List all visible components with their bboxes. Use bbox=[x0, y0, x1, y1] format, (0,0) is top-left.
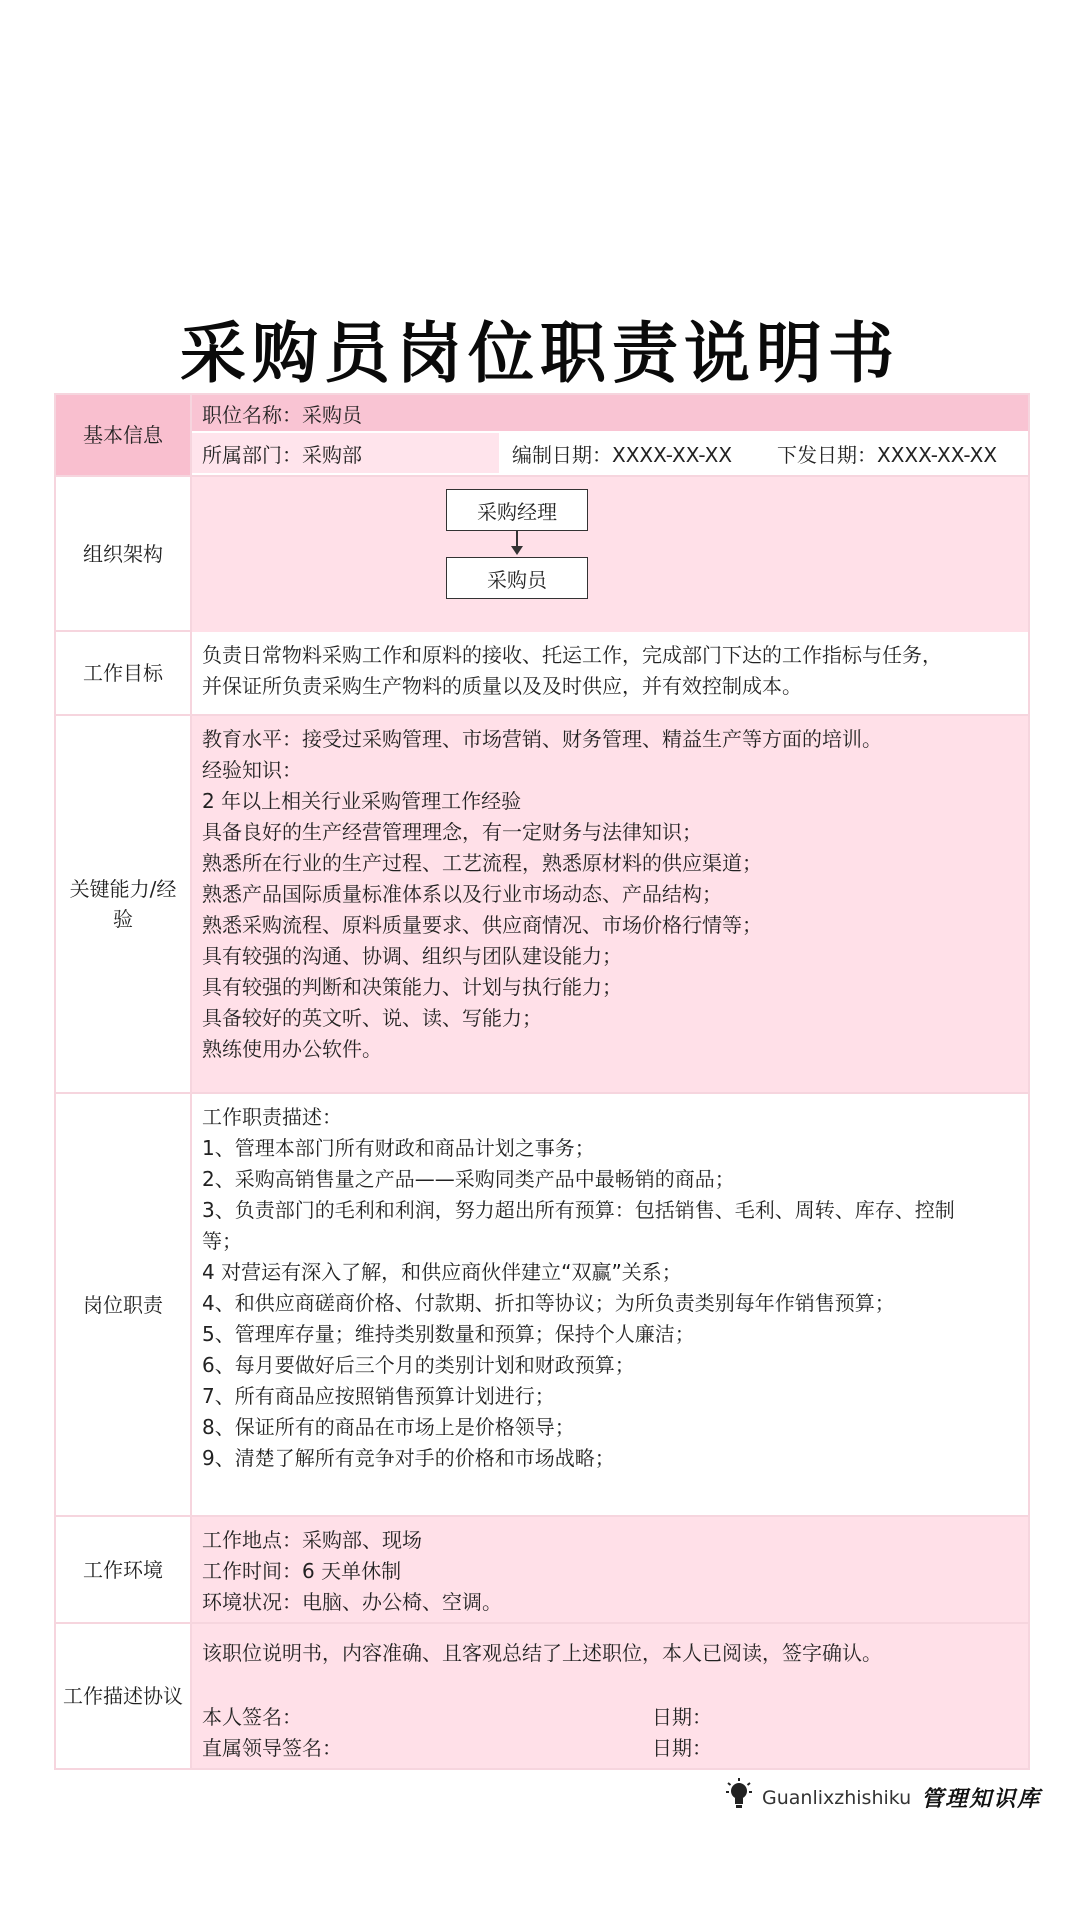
ability-line: 教育水平：接受过采购管理、市场营销、财务管理、精益生产等方面的培训。 bbox=[202, 727, 882, 751]
arrow-down-icon bbox=[511, 546, 523, 555]
row-work-goal bbox=[56, 630, 1028, 714]
duty-line: 5、管理库存量；维持类别数量和预算；保持个人廉洁； bbox=[202, 1322, 695, 1346]
ability-line: 熟练使用办公软件。 bbox=[202, 1037, 382, 1061]
job-description-table bbox=[54, 393, 1030, 1770]
row-key-ability bbox=[56, 714, 1028, 1092]
duty-line: 4、和供应商磋商价格、付款期、折扣等协议；为所负责类别每年作销售预算； bbox=[202, 1291, 895, 1315]
env-text bbox=[192, 1517, 1028, 1622]
env-line: 工作时间：6 天单休制 bbox=[202, 1559, 402, 1583]
row-agreement bbox=[56, 1622, 1028, 1768]
ability-line: 具备较好的英文听、说、读、写能力； bbox=[202, 1006, 542, 1030]
department: 所属部门：采购部 bbox=[192, 433, 502, 473]
duty-line: 工作职责描述： bbox=[202, 1105, 342, 1129]
duty-line: 9、清楚了解所有竞争对手的价格和市场战略； bbox=[202, 1446, 615, 1470]
leader-date-label: 日期： bbox=[652, 1736, 712, 1760]
label-org-structure: 组织架构 bbox=[56, 477, 192, 630]
footer-brand bbox=[726, 1778, 1041, 1817]
goal-line: 并保证所负责采购生产物料的质量以及及时供应，并有效控制成本。 bbox=[202, 674, 802, 698]
duty-line: 7、所有商品应按照销售预算计划进行； bbox=[202, 1384, 555, 1408]
env-line: 工作地点：采购部、现场 bbox=[202, 1528, 422, 1552]
footer-site: Guanlixzhishiku bbox=[762, 1786, 912, 1809]
duty-line: 4 对营运有深入了解，和供应商伙伴建立“双赢”关系； bbox=[202, 1260, 682, 1284]
duty-line: 8、保证所有的商品在市场上是价格领导； bbox=[202, 1415, 575, 1439]
duty-line: 3、负责部门的毛利和利润，努力超出所有预算：包括销售、毛利、周转、库存、控制 bbox=[202, 1198, 955, 1222]
label-agreement: 工作描述协议 bbox=[56, 1624, 192, 1768]
duty-line: 1、管理本部门所有财政和商品计划之事务； bbox=[202, 1136, 595, 1160]
ability-line: 具有较强的沟通、协调、组织与团队建设能力； bbox=[202, 944, 622, 968]
env-line: 环境状况：电脑、办公椅、空调。 bbox=[202, 1590, 502, 1614]
agreement-statement: 该职位说明书，内容准确、且客观总结了上述职位，本人已阅读，签字确认。 bbox=[202, 1641, 882, 1665]
goal-line: 负责日常物料采购工作和原料的接收、托运工作，完成部门下达的工作指标与任务， bbox=[202, 643, 942, 667]
self-signature-label: 本人签名： bbox=[202, 1705, 302, 1729]
label-work-env: 工作环境 bbox=[56, 1517, 192, 1622]
footer-brand-name: 管理知识库 bbox=[921, 1787, 1042, 1812]
ability-line: 具有较强的判断和决策能力、计划与执行能力； bbox=[202, 975, 622, 999]
row-org-structure bbox=[56, 475, 1028, 630]
duty-line: 等； bbox=[202, 1229, 242, 1253]
ability-line: 熟悉产品国际质量标准体系以及行业市场动态、产品结构； bbox=[202, 882, 722, 906]
ability-line: 2 年以上相关行业采购管理工作经验 bbox=[202, 789, 522, 813]
page-title: 采购员岗位职责说明书 bbox=[180, 315, 900, 392]
org-chart bbox=[192, 477, 1028, 632]
duty-line: 6、每月要做好后三个月的类别计划和财政预算； bbox=[202, 1353, 635, 1377]
label-key-ability: 关键能力/经验 bbox=[56, 716, 192, 1092]
org-box-manager: 采购经理 bbox=[446, 489, 588, 531]
row-job-duty bbox=[56, 1092, 1028, 1515]
label-work-goal: 工作目标 bbox=[56, 632, 192, 714]
label-job-duty: 岗位职责 bbox=[56, 1094, 192, 1515]
ability-line: 熟悉所在行业的生产过程、工艺流程，熟悉原材料的供应渠道； bbox=[202, 851, 762, 875]
leader-signature-label: 直属领导签名： bbox=[202, 1736, 342, 1760]
row-work-env bbox=[56, 1515, 1028, 1622]
ability-line: 具备良好的生产经营管理理念，有一定财务与法律知识； bbox=[202, 820, 702, 844]
self-date-label: 日期： bbox=[652, 1705, 712, 1729]
issue-date: 下发日期：XXXX-XX-XX bbox=[767, 433, 1028, 473]
ability-line: 经验知识： bbox=[202, 758, 302, 782]
lightbulb-icon bbox=[726, 1778, 752, 1817]
ability-line: 熟悉采购流程、原料质量要求、供应商情况、市场价格行情等； bbox=[202, 913, 762, 937]
goal-text bbox=[192, 632, 1028, 714]
duty-line: 2、采购高销售量之产品——采购同类产品中最畅销的商品； bbox=[202, 1167, 735, 1191]
row-basic-info bbox=[56, 395, 1028, 475]
duty-text bbox=[192, 1094, 1028, 1515]
org-box-staff: 采购员 bbox=[446, 557, 588, 599]
compile-date: 编制日期：XXXX-XX-XX bbox=[502, 433, 767, 473]
ability-text bbox=[192, 716, 1028, 1092]
position-name: 职位名称：采购员 bbox=[192, 395, 1028, 433]
agreement-text bbox=[192, 1624, 1028, 1768]
label-basic-info: 基本信息 bbox=[56, 395, 192, 475]
